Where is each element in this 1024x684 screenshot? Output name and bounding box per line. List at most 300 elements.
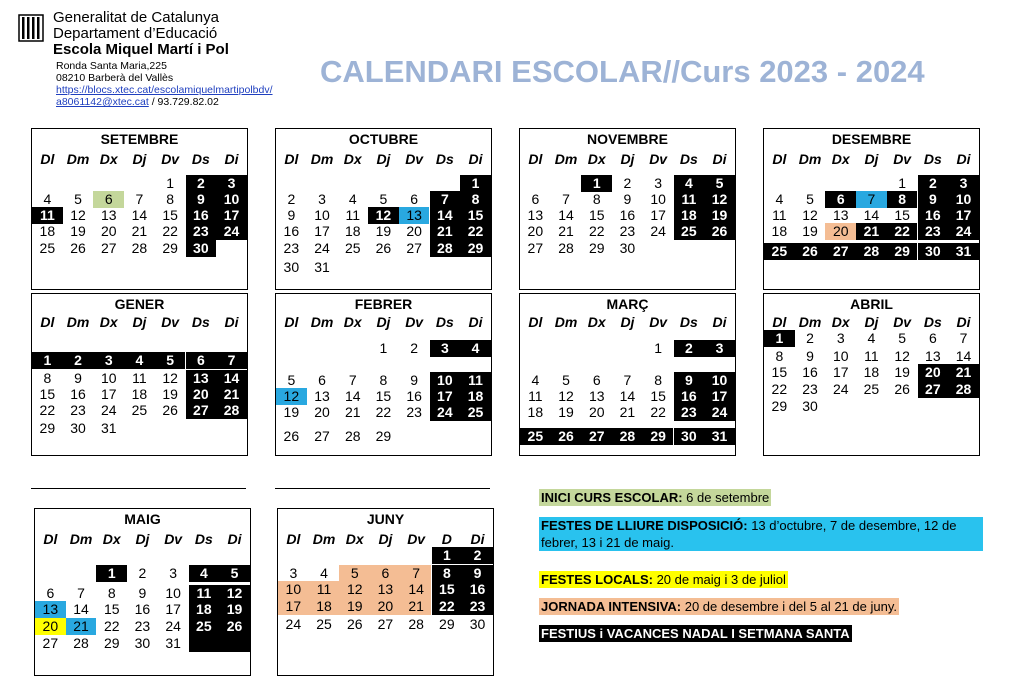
day-cell: 31 [704, 428, 735, 445]
month-4 [31, 293, 248, 456]
day-cell: 11 [772, 207, 787, 223]
day-cell: 30 [70, 420, 86, 436]
day-cell: 22 [650, 404, 666, 420]
day-cell: 10 [650, 191, 666, 207]
day-cell: 22 [39, 402, 56, 418]
day-cell: 12 [802, 207, 818, 223]
day-cell: 26 [704, 223, 735, 240]
day-cell: 13 [370, 581, 401, 598]
weekday-header: Dv [893, 314, 912, 330]
weekday-header: Dj [135, 531, 150, 547]
day-cell: 6 [186, 352, 217, 369]
day-cell: 10 [832, 348, 849, 364]
day-cell: 7 [77, 585, 85, 601]
day-cell: 7 [562, 191, 570, 207]
day-cell: 22 [588, 223, 605, 239]
day-cell: 2 [623, 175, 632, 191]
day-cell: 11 [864, 348, 879, 364]
day-cell: 21 [430, 223, 461, 240]
day-cell: 28 [408, 616, 424, 632]
day-cell: 9 [674, 372, 705, 389]
day-cell: 17 [948, 207, 979, 224]
day-cell: 24 [948, 223, 979, 240]
day-cell: 27 [406, 240, 422, 256]
day-cell: 12 [894, 348, 910, 364]
day-cell: 23 [134, 618, 151, 634]
weekday-header: Di [712, 151, 727, 167]
day-cell: 23 [186, 223, 217, 240]
day-cell: 1 [898, 175, 907, 191]
day-cell: 25 [344, 240, 361, 256]
day-cell: 26 [894, 381, 910, 397]
weekday-header: Dj [376, 314, 391, 330]
day-cell: 25 [460, 404, 491, 421]
month-name: MARÇ [606, 296, 649, 312]
day-cell: 18 [131, 386, 148, 402]
day-cell: 14 [430, 207, 461, 224]
day-cell: 27 [825, 243, 856, 260]
weekday-header: Dl [528, 151, 543, 167]
day-cell: 8 [43, 370, 52, 386]
day-cell: 8 [107, 585, 116, 601]
day-cell: 21 [131, 223, 148, 239]
day-cell: 8 [166, 191, 175, 207]
day-cell: 1 [460, 175, 491, 192]
day-cell: 14 [344, 388, 361, 404]
day-cell: 29 [460, 240, 491, 257]
day-cell: 17 [165, 601, 181, 617]
day-cell: 8 [654, 372, 663, 388]
day-cell: 15 [39, 386, 56, 402]
day-cell: 29 [39, 420, 56, 436]
day-cell: 27 [377, 616, 394, 632]
day-cell: 12 [368, 207, 399, 224]
school-email-link[interactable]: a8061142@xtec.cat [56, 96, 149, 109]
month-9 [277, 508, 494, 676]
weekday-header: Dm [798, 151, 822, 167]
weekday-header: Ds [435, 314, 454, 330]
day-cell: 24 [650, 223, 666, 239]
day-cell: 18 [674, 207, 705, 224]
month-name: FEBRER [354, 296, 413, 312]
day-cell: 10 [314, 207, 330, 223]
divider-line [31, 488, 246, 489]
day-cell: 26 [346, 616, 363, 632]
day-cell: 8 [460, 191, 491, 208]
day-cell: 26 [551, 428, 582, 445]
day-cell: 4 [531, 372, 540, 388]
day-cell: 14 [955, 348, 972, 364]
generalitat-logo-icon [18, 14, 44, 44]
day-cell: 23 [283, 240, 300, 256]
day-cell: 7 [401, 565, 432, 582]
day-cell: 1 [379, 340, 388, 356]
weekday-header: Di [227, 531, 242, 547]
day-cell: 10 [278, 581, 309, 598]
day-cell: 11 [132, 370, 147, 386]
day-cell: 2 [674, 340, 705, 357]
day-cell: 27 [100, 240, 117, 256]
weekday-header: Di [468, 314, 483, 330]
month-6 [519, 293, 736, 456]
day-cell: 12 [339, 581, 370, 598]
day-cell: 25 [674, 223, 705, 240]
day-cell: 28 [131, 240, 148, 256]
day-cell: 7 [216, 352, 247, 369]
day-cell: 29 [643, 428, 674, 445]
day-cell: 17 [650, 207, 666, 223]
day-cell: 10 [216, 191, 247, 208]
day-cell: 15 [162, 207, 178, 223]
day-cell: 23 [70, 402, 86, 418]
weekday-header: Ds [679, 151, 698, 167]
day-cell: 15 [894, 207, 910, 223]
day-cell: 28 [558, 240, 574, 256]
weekday-header: Dm [310, 314, 334, 330]
day-cell: 14 [863, 207, 880, 223]
day-cell: 30 [186, 240, 217, 257]
day-cell: 18 [460, 388, 491, 405]
day-cell: 20 [35, 618, 66, 635]
day-cell: 15 [771, 364, 788, 380]
day-cell: 6 [410, 191, 419, 207]
day-cell: 11 [528, 388, 543, 404]
day-cell: 24 [100, 402, 117, 418]
day-cell: 23 [674, 404, 705, 421]
weekday-header: Dx [345, 531, 364, 547]
day-cell: 9 [138, 585, 147, 601]
day-cell: 27 [918, 381, 949, 398]
day-cell: 20 [406, 223, 422, 239]
day-cell: 5 [704, 175, 735, 192]
weekday-header: Dm [66, 151, 90, 167]
day-cell: 30 [802, 398, 818, 414]
day-cell: 22 [375, 404, 392, 420]
day-cell: 7 [856, 191, 887, 208]
weekday-header: Dj [864, 151, 879, 167]
day-cell: 21 [216, 386, 247, 403]
weekday-header: Dx [99, 151, 118, 167]
day-cell: 30 [674, 428, 705, 445]
weekday-header: Dx [831, 314, 850, 330]
day-cell: 19 [283, 404, 300, 420]
weekday-header: Dl [772, 151, 787, 167]
day-cell: 6 [928, 330, 937, 346]
day-cell: 11 [674, 191, 705, 208]
weekday-header: Di [224, 151, 239, 167]
day-cell: 20 [918, 364, 949, 381]
weekday-header: Dm [310, 151, 334, 167]
day-cell: 17 [430, 388, 461, 405]
weekday-header: Dj [620, 151, 635, 167]
day-cell: 27 [186, 402, 217, 419]
legend-festes-locals: FESTES LOCALS: 20 de maig i 3 de juliol [541, 572, 786, 587]
day-cell: 9 [462, 565, 493, 582]
weekday-header: Di [468, 151, 483, 167]
day-cell: 19 [70, 223, 86, 239]
day-cell: 26 [795, 243, 826, 260]
day-cell: 30 [283, 259, 300, 275]
day-cell: 2 [806, 330, 814, 346]
day-cell: 9 [410, 372, 419, 388]
day-cell: 19 [704, 207, 735, 224]
day-cell: 18 [309, 598, 340, 615]
day-cell: 4 [867, 330, 876, 346]
day-cell: 10 [948, 191, 979, 208]
day-cell: 23 [619, 223, 636, 239]
weekday-header: Ds [191, 314, 210, 330]
day-cell: 7 [959, 330, 968, 346]
day-cell: 3 [289, 565, 298, 581]
day-cell: 27 [314, 428, 330, 444]
weekday-header: Dv [161, 151, 180, 167]
day-cell: 4 [320, 565, 328, 581]
weekday-header: Ds [194, 531, 213, 547]
weekday-header: Dm [66, 314, 90, 330]
day-cell: 17 [216, 207, 247, 224]
day-cell: 16 [802, 364, 818, 380]
day-cell: 5 [339, 565, 370, 582]
weekday-header: Dl [40, 151, 55, 167]
month-name: OCTUBRE [348, 131, 419, 147]
weekday-header: Di [956, 314, 971, 330]
day-cell: 14 [131, 207, 148, 223]
day-cell: 20 [370, 598, 401, 615]
day-cell: 4 [124, 352, 155, 369]
day-cell: 4 [775, 191, 784, 207]
day-cell: 17 [704, 388, 735, 405]
day-cell: 28 [856, 243, 887, 260]
weekday-header: Dl [43, 531, 58, 547]
day-cell: 25 [39, 240, 56, 256]
day-cell: 29 [162, 240, 178, 256]
day-cell: 28 [612, 428, 643, 445]
day-cell: 15 [460, 207, 491, 224]
day-cell: 1 [32, 352, 63, 369]
weekday-header: Di [712, 314, 727, 330]
day-cell: 28 [430, 240, 461, 257]
day-cell: 3 [318, 191, 326, 207]
day-cell: 2 [287, 191, 296, 207]
day-cell: 6 [592, 372, 601, 388]
month-2 [519, 128, 736, 290]
day-cell: 15 [432, 581, 463, 598]
day-cell: 18 [344, 223, 361, 239]
day-cell: 1 [764, 330, 795, 347]
day-cell: 17 [314, 223, 330, 239]
weekday-header: Dx [102, 531, 121, 547]
day-cell: 16 [918, 207, 949, 224]
day-cell: 24 [832, 381, 849, 397]
day-cell: 27 [527, 240, 544, 256]
day-cell: 24 [165, 618, 181, 634]
day-cell: 30 [619, 240, 636, 256]
day-cell: 29 [439, 616, 455, 632]
day-cell: 20 [588, 404, 605, 420]
day-cell: 5 [287, 372, 296, 388]
weekday-header: Ds [191, 151, 210, 167]
day-cell: 19 [558, 404, 574, 420]
day-cell: 16 [134, 601, 151, 617]
day-cell: 9 [74, 370, 82, 386]
month-5 [275, 293, 492, 456]
day-cell [189, 635, 220, 652]
weekday-header: Dx [343, 151, 362, 167]
month-3 [763, 128, 980, 290]
day-cell: 25 [520, 428, 551, 445]
weekday-header: Dj [864, 314, 879, 330]
day-cell: 27 [581, 428, 612, 445]
month-7 [763, 293, 980, 456]
weekday-header: Dv [407, 531, 426, 547]
month-name: GENER [114, 296, 165, 312]
day-cell: 17 [832, 364, 849, 380]
weekday-header: Dl [284, 314, 299, 330]
day-cell: 12 [558, 388, 574, 404]
day-cell: 22 [162, 223, 178, 239]
weekday-header: Dv [405, 151, 424, 167]
day-cell: 15 [650, 388, 666, 404]
day-cell: 20 [314, 404, 330, 420]
school-blog-link[interactable]: https://blocs.xtec.cat/escolamiquelmartipolbdv/ [56, 84, 273, 97]
day-cell: 25 [863, 381, 880, 397]
weekday-header: Dm [554, 151, 578, 167]
day-cell: 4 [674, 175, 705, 192]
day-cell: 11 [189, 585, 220, 602]
school-header [53, 10, 273, 108]
day-cell: 16 [619, 207, 636, 223]
day-cell: 18 [771, 223, 788, 239]
day-cell: 23 [802, 381, 818, 397]
day-cell: 14 [73, 601, 89, 617]
day-cell: 26 [70, 240, 86, 256]
day-cell: 16 [283, 223, 300, 239]
day-cell: 4 [460, 340, 491, 357]
day-cell: 19 [219, 601, 250, 618]
weekday-header: Dv [164, 531, 183, 547]
day-cell: 29 [103, 635, 120, 651]
day-cell: 22 [432, 598, 463, 615]
day-cell: 1 [166, 175, 175, 191]
day-cell: 10 [100, 370, 117, 386]
day-cell: 28 [344, 428, 361, 444]
generalitat-label: Generalitat de Catalunya [53, 9, 219, 26]
day-cell: 9 [806, 348, 814, 364]
day-cell: 6 [825, 191, 856, 208]
month-name: NOVEMBRE [587, 131, 668, 147]
day-cell: 12 [276, 388, 307, 405]
day-cell: 9 [186, 191, 217, 208]
weekday-header: Dl [772, 314, 787, 330]
day-cell: 9 [918, 191, 949, 208]
day-cell: 20 [100, 223, 117, 239]
legend-inici-curs: INICI CURS ESCOLAR: 6 de setembre [541, 490, 770, 505]
month-1 [275, 128, 492, 290]
weekday-header: Dj [620, 314, 635, 330]
day-cell: 4 [189, 565, 220, 582]
day-cell: 25 [189, 618, 220, 635]
day-cell: 2 [186, 175, 217, 192]
day-cell: 19 [339, 598, 370, 615]
day-cell: 20 [186, 386, 217, 403]
weekday-header: Dv [893, 151, 912, 167]
day-cell: 29 [771, 398, 788, 414]
weekday-header: Ds [435, 151, 454, 167]
day-cell: 29 [375, 428, 392, 444]
day-cell: 14 [619, 388, 636, 404]
day-cell: 20 [527, 223, 544, 239]
weekday-header: Dx [831, 151, 850, 167]
day-cell: 22 [771, 381, 788, 397]
day-cell: 19 [802, 223, 818, 239]
day-cell: 1 [432, 547, 463, 564]
weekday-header: Ds [679, 314, 698, 330]
day-cell: 5 [219, 565, 250, 582]
day-cell: 5 [379, 191, 388, 207]
day-cell: 24 [704, 404, 735, 421]
day-cell: 15 [103, 601, 120, 617]
month-name: ABRIL [850, 296, 893, 312]
day-cell: 11 [309, 581, 340, 598]
weekday-header: Dx [99, 314, 118, 330]
day-cell: 9 [287, 207, 296, 223]
day-cell: 31 [948, 243, 979, 260]
month-name: DESEMBRE [831, 131, 912, 147]
day-cell: 7 [430, 191, 461, 208]
day-cell: 31 [314, 259, 330, 275]
day-cell: 24 [216, 223, 247, 240]
day-cell: 26 [162, 402, 178, 418]
month-8 [34, 508, 251, 676]
day-cell: 8 [887, 191, 918, 208]
weekday-header: Dm [312, 531, 336, 547]
day-cell: 23 [918, 223, 949, 240]
day-cell: 12 [70, 207, 86, 223]
day-cell: 10 [165, 585, 181, 601]
day-cell: 10 [430, 372, 461, 389]
day-cell: 8 [592, 191, 601, 207]
day-cell: 5 [74, 191, 82, 207]
day-cell: 16 [674, 388, 705, 405]
day-cell: 6 [370, 565, 401, 582]
weekday-header: Dx [343, 314, 362, 330]
day-cell: 17 [278, 598, 309, 615]
day-cell: 14 [401, 581, 432, 598]
day-cell: 5 [155, 352, 186, 369]
day-cell: 8 [379, 372, 388, 388]
weekday-header: Dm [554, 314, 578, 330]
weekday-header: Dv [405, 314, 424, 330]
weekday-header: Dl [286, 531, 301, 547]
day-cell: 31 [165, 635, 181, 651]
legend-festius-vacances: FESTIUS i VACANCES NADAL I SETMANA SANTA [541, 626, 850, 641]
day-cell: 21 [558, 223, 574, 239]
day-cell: 28 [948, 381, 979, 398]
legend-lliure-disposicio: FESTES DE LLIURE DISPOSICIÓ: 13 d’octubre, 7 de desembre, 12 de febrer, 13 i 21 de maig. [539, 517, 983, 551]
day-cell: 11 [345, 207, 360, 223]
day-cell: 2 [918, 175, 949, 192]
day-cell: 13 [186, 370, 217, 387]
day-cell: 21 [856, 223, 887, 240]
weekday-header: Dj [132, 151, 147, 167]
day-cell: 8 [775, 348, 784, 364]
day-cell: 22 [460, 223, 491, 240]
day-cell: 21 [948, 364, 979, 381]
day-cell: 29 [588, 240, 605, 256]
day-cell: 22 [103, 618, 120, 634]
month-0 [31, 128, 248, 290]
day-cell: 18 [527, 404, 544, 420]
